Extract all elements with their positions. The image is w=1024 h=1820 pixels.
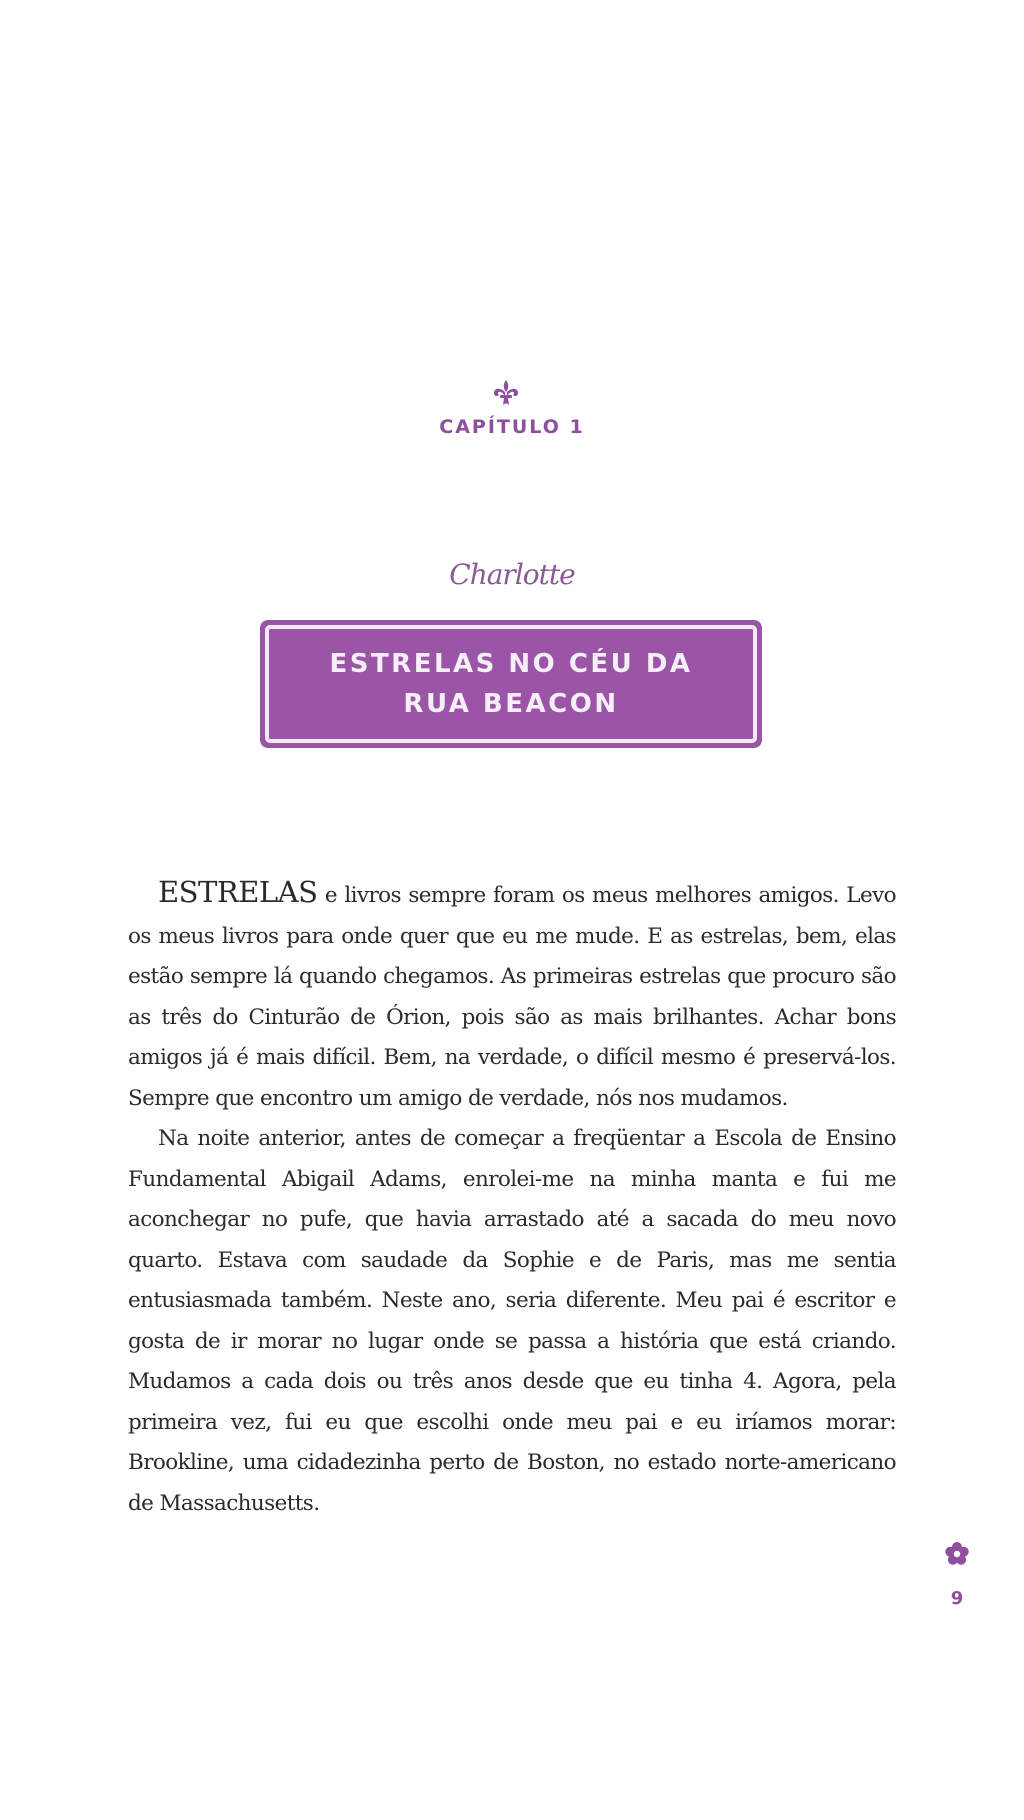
chapter-title-line-1: ESTRELAS NO CÉU DA	[329, 649, 693, 679]
chapter-label: CAPÍTULO 1	[439, 416, 585, 438]
chapter-title-line-2: RUA BEACON	[403, 689, 619, 719]
paragraph-1	[128, 872, 896, 1119]
paragraph-lead-word: ESTRELAS	[158, 875, 318, 909]
page-number: 9	[950, 1588, 964, 1609]
chapter-title-box	[260, 620, 762, 748]
chapter-title-frame	[265, 625, 757, 743]
paragraph-2: Na noite anterior, antes de começar a freqüentar a Escola de Ensino Fundamental Abigail Adams, enrolei-me na minha manta e fui me aconchegar no pufe, que havia arrastado até a sacada do meu novo quarto. Estava com saudade da Sophie e de Paris, mas me sentia entusiasmada também. Neste ano, seria diferente. Meu pai é escritor e gosta de ir morar no lugar onde se passa a história que está criando. Mudamos a cada dois ou três anos desde que eu tinha 4. Agora, pela primeira vez, fui eu que escolhi onde meu pai e eu iríamos morar: Brookline, uma cidadezinha perto de Boston, no estado norte-americano de Massachusetts.	[128, 1126, 896, 1516]
chapter-body	[128, 872, 896, 1524]
paragraph-1-text: e livros sempre foram os meus melhores amigos. Levo os meus livros para onde quer que eu me mude. E as estrelas, bem, elas estão sempre lá quando chegamos. As primeiras estrelas que procuro são as três do Cinturão de Órion, pois são as mais brilhantes. Achar bons amigos já é mais difícil. Bem, na verdade, o difícil mesmo é preservá-los. Sempre que encontro um amigo de verdade, nós nos mudamos.	[128, 883, 896, 1111]
narrator-name: Charlotte	[449, 558, 575, 591]
flower-icon	[944, 1541, 970, 1567]
fleur-de-lis-icon	[490, 378, 522, 410]
